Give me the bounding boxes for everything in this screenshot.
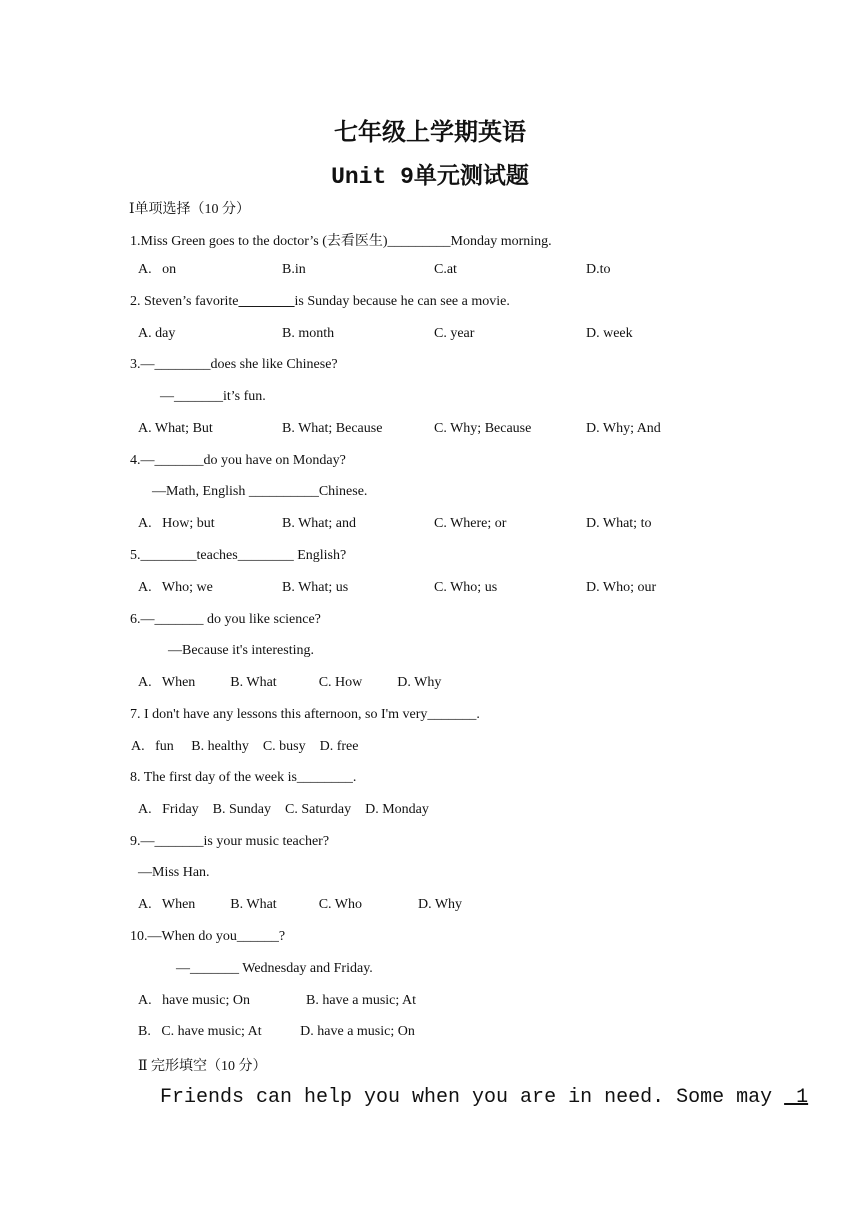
question-1-option-b: B.in	[282, 262, 306, 277]
question-2-option-a: A. day	[138, 326, 176, 341]
question-10-options-line-2: B. C. have music; At D. have a music; On	[138, 1024, 415, 1039]
question-4-option-c: C. Where; or	[434, 516, 507, 531]
cloze-blank-1: 1	[784, 1086, 809, 1109]
section-heading-2: Ⅱ 完形填空（10 分）	[138, 1059, 267, 1074]
question-3-option-c: C. Why; Because	[434, 421, 532, 436]
question-7-options: A. fun B. healthy C. busy D. free	[131, 739, 359, 754]
question-1-option-c: C.at	[434, 262, 457, 277]
question-3-option-b: B. What; Because	[282, 421, 383, 436]
cloze-passage-line	[160, 1086, 808, 1109]
question-3-option-a: A. What; But	[138, 421, 213, 436]
question-1-option-d: D.to	[586, 262, 611, 277]
question-4-option-b: B. What; and	[282, 516, 357, 531]
question-2-stem-post: is Sunday because he can see a movie.	[294, 294, 510, 309]
question-3-reply: —_______it’s fun.	[160, 389, 266, 404]
question-2-stem	[130, 294, 510, 310]
question-4-option-d: D. What; to	[586, 516, 652, 531]
question-5-option-c: C. Who; us	[434, 580, 498, 595]
question-7-stem: 7. I don't have any lessons this afternoon, so I'm very_______.	[130, 707, 480, 722]
question-10-stem: 10.—When do you______?	[130, 929, 286, 944]
question-5-stem: 5.________teaches________ English?	[130, 548, 347, 563]
question-5-option-a: A. Who; we	[138, 580, 213, 595]
question-10-options-line-1: A. have music; On B. have a music; At	[138, 993, 417, 1008]
question-5-option-b: B. What; us	[282, 580, 349, 595]
question-2-blank: ________	[238, 294, 295, 309]
question-3-option-d: D. Why; And	[586, 421, 661, 436]
page-title: 七年级上学期英语	[334, 120, 526, 146]
cloze-passage-text: Friends can help you when you are in need. Some may	[160, 1086, 785, 1109]
question-4-reply: —Math, English __________Chinese.	[152, 484, 368, 499]
question-4-stem: 4.—_______do you have on Monday?	[130, 453, 346, 468]
question-6-options: A. When B. What C. How D. Why	[138, 675, 442, 690]
question-1-option-a: A. on	[138, 262, 177, 277]
question-2-stem-pre: 2. Steven’s favorite	[130, 294, 239, 309]
question-2-option-c: C. year	[434, 326, 475, 341]
section-heading-1: Ⅰ单项选择（10 分）	[129, 202, 251, 217]
question-1-stem: 1.Miss Green goes to the doctor’s (去看医生)_________Monday morning.	[130, 234, 552, 249]
question-9-stem: 9.—_______is your music teacher?	[130, 834, 330, 849]
question-5-option-d: D. Who; our	[586, 580, 657, 595]
question-2-option-b: B. month	[282, 326, 335, 341]
question-10-reply: —_______ Wednesday and Friday.	[176, 961, 373, 976]
question-2-option-d: D. week	[586, 326, 633, 341]
question-6-stem: 6.—_______ do you like science?	[130, 612, 321, 627]
question-8-stem: 8. The first day of the week is________.	[130, 770, 357, 785]
question-9-options: A. When B. What C. Who D. Why	[138, 897, 463, 912]
question-4-option-a: A. How; but	[138, 516, 215, 531]
question-3-stem: 3.—________does she like Chinese?	[130, 357, 338, 372]
question-9-reply: —Miss Han.	[138, 865, 210, 880]
page-subtitle: Unit 9单元测试题	[331, 164, 529, 190]
question-8-options: A. Friday B. Sunday C. Saturday D. Monday	[138, 802, 429, 817]
question-6-reply: —Because it's interesting.	[168, 643, 314, 658]
